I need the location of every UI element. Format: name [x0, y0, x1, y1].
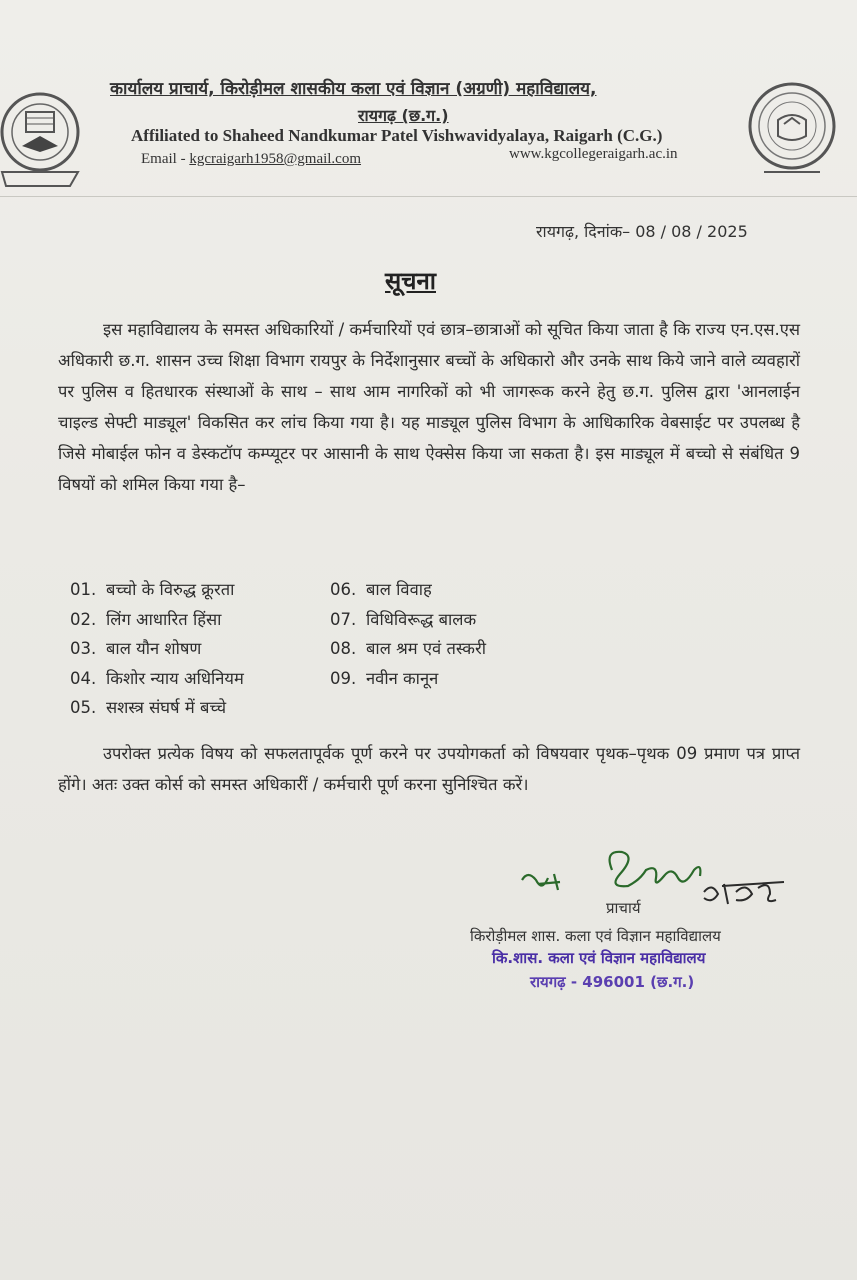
- website-address: www.kgcollegeraigarh.ac.in: [509, 146, 678, 162]
- list-item: 07. विधिविरूद्ध बालक: [330, 609, 477, 629]
- university-emblem-right-icon: [742, 80, 842, 188]
- office-stamp-line-1: कि.शास. कला एवं विज्ञान महाविद्यालय: [492, 949, 706, 967]
- header-divider: [0, 196, 857, 197]
- list-item: 04. किशोर न्याय अधिनियम: [70, 668, 244, 688]
- email-label: Email -: [141, 151, 190, 167]
- list-item: 02. लिंग आधारित हिंसा: [70, 609, 222, 629]
- college-emblem-left-icon: [0, 88, 88, 198]
- email-address: kgcraigarh1958@gmail.com: [189, 151, 362, 167]
- affiliation-line: Affiliated to Shaheed Nandkumar Patel Vishwavidyalaya, Raigarh (C.G.): [131, 126, 663, 145]
- designation-label: प्राचार्य: [606, 899, 641, 917]
- signatory-college: किरोड़ीमल शास. कला एवं विज्ञान महाविद्यालय: [470, 927, 721, 945]
- topic-list-column-1: [70, 575, 244, 723]
- list-item: 08. बाल श्रम एवं तस्करी: [330, 639, 486, 658]
- list-item: 09. नवीन कानून: [330, 668, 439, 688]
- principal-signature: [508, 840, 798, 930]
- office-stamp-line-2: रायगढ़ - 496001 (छ.ग.): [530, 973, 695, 991]
- notice-title: सूचना: [385, 267, 436, 295]
- topic-list-column-2: [330, 575, 486, 693]
- list-item: 06. बाल विवाह: [330, 580, 432, 599]
- list-item: 03. बाल यौन शोषण: [70, 639, 202, 658]
- notice-paragraph-2: उपरोक्त प्रत्येक विषय को सफलतापूर्वक पूर्ण करने पर उपयोगकर्ता को विषयवार पृथक–पृथक 09 प्रमाण पत्र प्राप्त होंगे। अतः उक्त कोर्स को समस्त अधिकारीं / कर्मचारी पूर्ण करना सुनिश्चित करें।: [58, 744, 800, 794]
- list-item: 01. बच्चो के विरुद्ध क्रूरता: [70, 580, 235, 599]
- office-header-location: रायगढ़ (छ.ग.): [358, 106, 449, 125]
- list-item: 05. सशस्त्र संघर्ष में बच्चे: [70, 698, 227, 717]
- office-header-title: कार्यालय प्राचार्य, किरोड़ीमल शासकीय कला एवं विज्ञान (अग्रणी) महाविद्यालय,: [110, 79, 597, 99]
- email-line: [141, 151, 361, 168]
- notice-paragraph-1: इस महाविद्यालय के समस्त अधिकारियों / कर्मचारियों एवं छात्र–छात्राओं को सूचित किया जाता है कि राज्य एन.एस.एस अधिकारी छ.ग. शासन उच्च शिक्षा विभाग रायपुर के निर्देशानुसार बच्चों के अधिकारो और उनके साथ किये जाने वाले व्यवहारों पर पुलिस व हितधारक संस्थाओं के साथ – साथ आम नागरिकों को भी जागरूक करने हेतु छ.ग. पुलिस द्वारा 'आनलाईन चाइल्ड सेफ्टी माड्यूल' विकसित कर लांच किया गया है। यह माड्यूल पुलिस विभाग के आधिकारिक वेबसाईट पर उपलब्ध है जिसे मोबाईल फोन व डेस्कटॉप कम्प्यूटर पर आसानी के साथ ऐक्सेस किया जा सकता है। इस माड्यूल में बच्चो से संबंधित 9 विषयों को शमिल किया गया है–: [58, 320, 800, 494]
- notice-date: रायगढ़, दिनांक– 08 / 08 / 2025: [536, 222, 748, 241]
